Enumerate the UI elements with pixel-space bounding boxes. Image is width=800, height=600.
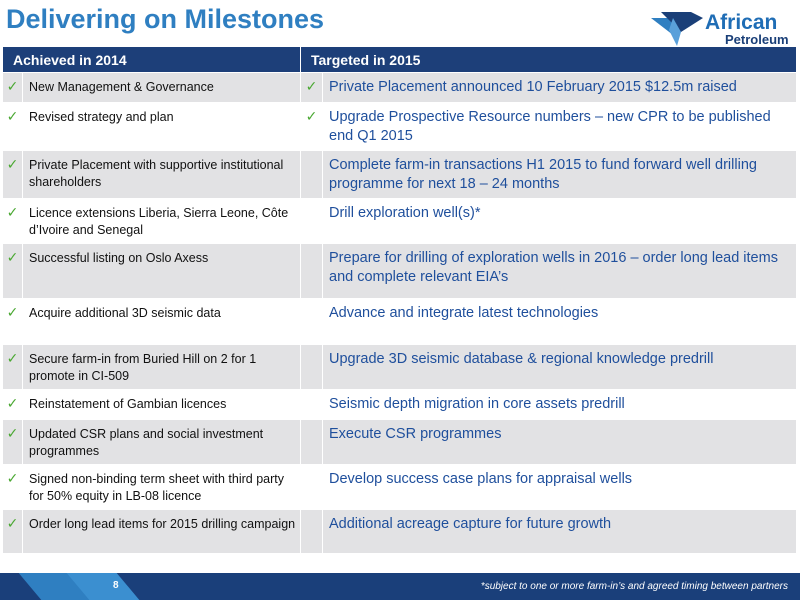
targeted-item: Additional acreage capture for future growth [323,510,797,554]
targeted-item: Seismic depth migration in core assets predrill [323,390,797,420]
table-row [3,299,797,345]
targeted-item: Advance and integrate latest technologies [323,299,797,345]
achieved-item: Successful listing on Oslo Axess [23,244,301,299]
checkmark-icon: ✓ [3,244,23,299]
header-achieved: Achieved in 2014 [3,47,301,73]
logo-bird-icon [651,12,703,46]
checkmark-icon: ✓ [3,345,23,390]
checkmark-icon: ✓ [3,73,23,103]
targeted-item: Drill exploration well(s)* [323,199,797,244]
checkmark-icon: ✓ [3,151,23,199]
checkmark-icon: ✓ [301,103,323,151]
targeted-item: Upgrade Prospective Resource numbers – new CPR to be published end Q1 2015 [323,103,797,151]
table-row [3,151,797,199]
achieved-item: Order long lead items for 2015 drilling campaign [23,510,301,554]
targeted-item: Complete farm-in transactions H1 2015 to fund forward well drilling programme for next 18 – 24 months [323,151,797,199]
footer-bar [0,573,800,600]
footnote: *subject to one or more farm-in’s and agreed timing between partners [480,581,788,592]
empty-check-cell [301,465,323,510]
empty-check-cell [301,299,323,345]
logo-text-african: African [705,11,778,34]
table-row [3,103,797,151]
achieved-item: New Management & Governance [23,73,301,103]
empty-check-cell [301,151,323,199]
targeted-item: Execute CSR programmes [323,420,797,465]
page-number: 8 [113,580,119,591]
achieved-item: Revised strategy and plan [23,103,301,151]
checkmark-icon: ✓ [3,299,23,345]
checkmark-icon: ✓ [3,420,23,465]
table-row [3,420,797,465]
achieved-item: Reinstatement of Gambian licences [23,390,301,420]
targeted-item: Prepare for drilling of exploration wells in 2016 – order long lead items and complete relevant EIA’s [323,244,797,299]
empty-check-cell [301,244,323,299]
company-logo [651,12,796,48]
achieved-item: Secure farm-in from Buried Hill on 2 for 1 promote in CI-509 [23,345,301,390]
empty-check-cell [301,510,323,554]
targeted-item: Upgrade 3D seismic database & regional knowledge predrill [323,345,797,390]
table-row [3,465,797,510]
logo-text-petroleum: Petroleum [725,32,789,47]
table-row [3,345,797,390]
checkmark-icon: ✓ [3,199,23,244]
table-row [3,510,797,554]
milestones-table [2,46,797,554]
achieved-item: Licence extensions Liberia, Sierra Leone, Côte d’Ivoire and Senegal [23,199,301,244]
table-row [3,199,797,244]
empty-check-cell [301,420,323,465]
table-row [3,73,797,103]
checkmark-icon: ✓ [3,390,23,420]
targeted-item: Develop success case plans for appraisal wells [323,465,797,510]
table-row [3,390,797,420]
empty-check-cell [301,390,323,420]
table-row [3,244,797,299]
achieved-item: Updated CSR plans and social investment programmes [23,420,301,465]
checkmark-icon: ✓ [3,103,23,151]
empty-check-cell [301,199,323,244]
milestones-rows [3,73,797,554]
achieved-item: Private Placement with supportive institutional shareholders [23,151,301,199]
checkmark-icon: ✓ [3,510,23,554]
checkmark-icon: ✓ [301,73,323,103]
targeted-item: Private Placement announced 10 February 2015 $12.5m raised [323,73,797,103]
achieved-item: Signed non-binding term sheet with third party for 50% equity in LB-08 licence [23,465,301,510]
checkmark-icon: ✓ [3,465,23,510]
page-title: Delivering on Milestones [6,4,325,34]
header-targeted: Targeted in 2015 [301,47,797,73]
achieved-item: Acquire additional 3D seismic data [23,299,301,345]
empty-check-cell [301,345,323,390]
